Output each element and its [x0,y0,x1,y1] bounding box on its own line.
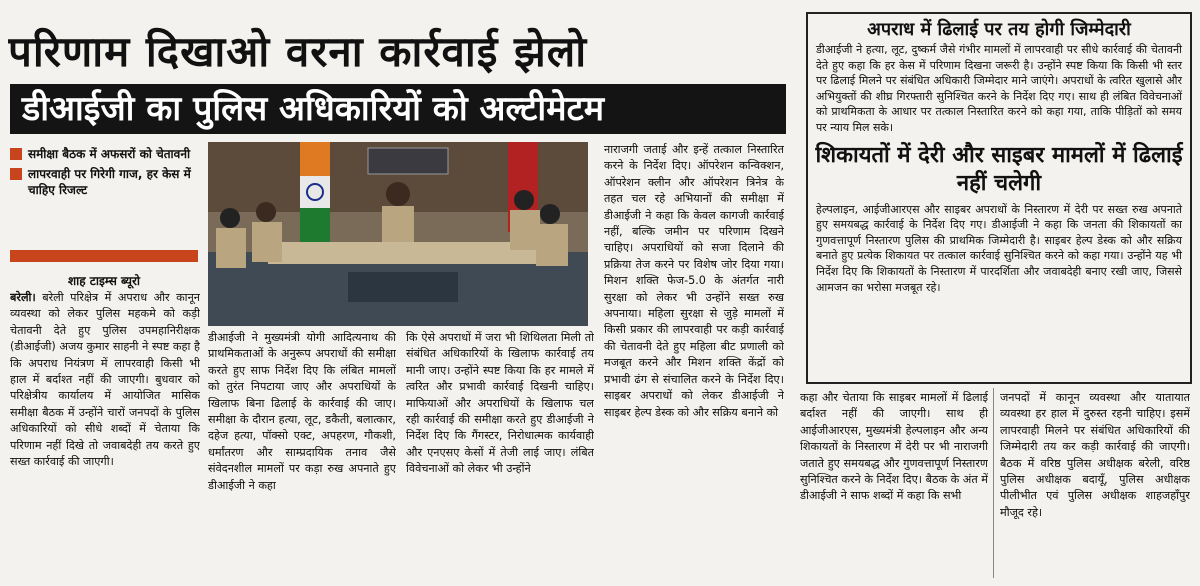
highlights-box [10,142,198,262]
bullet-square-icon [10,168,22,180]
main-headline: परिणाम दिखाओ वरना कार्रवाई झेलो [8,27,588,76]
dateline: बरेली। [10,291,36,304]
bullet-square-icon [10,148,22,160]
byline: शाह टाइम्स ब्यूरो [67,274,141,288]
highlight-item: समीक्षा बैठक में अफसरों को चेतावनी [10,146,198,162]
sidebar-heading-2: शिकायतों में देरी और साइबर मामलों में ढिलाई नहीं चलेगी [815,142,1183,196]
sidebar-box [806,12,1192,384]
column-divider [993,388,994,578]
article-column-1: बरेली। बरेली परिक्षेत्र में अपराध और कानून व्यवस्था को लेकर पुलिस महकमे को कड़ी चेतावनी देते हुए पुलिस उपमहानिरीक्षक (डीआईजी) अजय कुमार साहनी ने स्पष्ट कहा है कि अपराध नियंत्रण में लापरवाही किसी भी हाल में बर्दाश्त नहीं की जाएगी। बुधवार को परिक्षेत्रीय कार्यालय में आयोजित मासिक समीक्षा बैठक में उन्होंने चारों जनपदों के पुलिस अधिकारियों को सीधे शब्दों में चेताया कि परिणाम नहीं दिखे तो जवाबदेही तय करते हुए सख्त कार्रवाई की जाएगी। [10,291,200,469]
article-column-3: कि ऐसे अपराधों में जरा भी शिथिलता मिली तो संबंधित अधिकारियों के खिलाफ कार्रवाई तय मानी जाए। उन्होंने स्पष्ट किया कि हर मामले में त्वरित और प्रभावी कार्रवाई दिखनी चाहिए। माफियाओं और अपराधियों के खिलाफ चल रही कार्रवाई की समीक्षा करते हुए डीआईजी ने निर्देश दिए कि गैंगस्टर, निरोधात्मक कार्यवाही और एनएसए केसों में तेजी लाई जाए। लंबित विवेचनाओं को लेकर भी उन्होंने [406,331,594,476]
article-column-2: डीआईजी ने मुख्यमंत्री योगी आदित्यनाथ की प्राथमिकताओं के अनुरूप अपराधों की समीक्षा करते हुए साफ निर्देश दिए कि लंबित मामलों को तुरंत निपटाया जाए और अपराधियों के खिलाफ बिना ढिलाई के कार्रवाई की जाए। समीक्षा के दौरान हत्या, लूट, डकैती, बलात्कार, दहेज हत्या, पॉक्सो एक्ट, अपहरण, गौकशी, धर्मांतरण और साम्प्रदायिक तनाव जैसे संवेदनशील मामलों पर कड़ा रुख अपनाते हुए डीआईजी ने कहा [208,331,396,492]
meeting-photo [208,142,588,326]
sub-headline: डीआईजी का पुलिस अधिकारियों को अल्टीमेटम [10,84,786,134]
highlight-item: लापरवाही पर गिरेगी गाज, हर केस में चाहिए रिजल्ट [10,166,198,198]
article-column-4: नाराजगी जताई और इन्हें तत्काल निस्तारित करने के निर्देश दिए। ऑपरेशन कन्विक्शन, ऑपरेशन क्लीन और ऑपरेशन त्रिनेत्र के तहत चल रहे अभियानों की समीक्षा में डीआईजी ने कहा कि केवल कागजी कार्रवाई नहीं, बल्कि जमीन पर परिणाम दिखने चाहिए। अपराधियों को सजा दिलाने की प्रक्रिया तेज करने पर विशेष जोर दिया गया। मिशन शक्ति फेज-5.0 के अंतर्गत नारी सुरक्षा को लेकर भी उन्होंने सख्त रुख अपनाया। महिला सुरक्षा से जुड़े मामलों में किसी प्रकार की लापरवाही पर कड़ी कार्रवाई की चेतावनी देते हुए महिला बीट प्रणाली को मजबूत करने और मिशन शक्ति केंद्रों को प्रभावी ढंग से संचालित करने के निर्देश दिए। साइबर अपराधों को लेकर डीआईजी ने साइबर हेल्प डेस्क को और सक्रिय बनाने को [604,143,784,419]
sidebar-text-1: डीआईजी ने हत्या, लूट, दुष्कर्म जैसे गंभीर मामलों में लापरवाही पर सीधे कार्रवाई की चेतावनी देते हुए कहा कि हर केस में परिणाम दिखना जरूरी है। उन्होंने स्पष्ट किया कि किसी भी स्तर पर ढिलाई मिलने पर संबंधित अधिकारी जिम्मेदार माने जाएंगे। अपराधों के त्वरित खुलासे और अभियुक्तों की शीघ्र गिरफ्तारी सुनिश्चित करने के निर्देश दिए गए। साथ ही लंबित विवेचनाओं को प्राथमिकता के आधार पर तत्काल निस्तारित करने को कहा गया, ताकि पीड़ितों को समय पर न्याय मिल सके। [816,43,1182,134]
meeting-photo-illustration [208,142,588,326]
article-column-6: जनपदों में कानून व्यवस्था और यातायात व्यवस्था हर हाल में दुरुस्त रहनी चाहिए। इसमें लापरवाही मिलने पर संबंधित अधिकारियों की जिम्मेदारी तय कर कड़ी कार्रवाई की जाएगी। बैठक में वरिष्ठ पुलिस अधीक्षक बरेली, वरिष्ठ पुलिस अधीक्षक बदायूँ, पुलिस अधीक्षक पीलीभीत एवं पुलिस अधीक्षक शाहजहाँपुर मौजूद रहे। [1000,391,1190,519]
sidebar-heading-1: अपराध में ढिलाई पर तय होगी जिम्मेदारी [867,19,1131,40]
article-column-5: कहा और चेताया कि साइबर मामलों में ढिलाई बर्दाश्त नहीं की जाएगी। साथ ही आईजीआरएस, मुख्यमंत्री हेल्पलाइन और अन्य शिकायतों के निस्तारण में देरी पर भी नाराजगी जताते हुए समयबद्ध और गुणवत्तापूर्ण निस्तारण सुनिश्चित करने के निर्देश दिए। बैठक के अंत में डीआईजी ने साफ शब्दों में कहा कि सभी [800,391,988,503]
sidebar-text-2: हेल्पलाइन, आईजीआरएस और साइबर अपराधों के निस्तारण में देरी पर सख्त रुख अपनाते हुए समयबद्ध कार्रवाई के निर्देश दिए गए। डीआईजी ने कहा कि जनता की शिकायतों का गुणवत्तापूर्ण निस्तारण पुलिस की प्राथमिक जिम्मेदारी है। साइबर हेल्प डेस्क को और सक्रिय बनाते हुए प्रत्येक शिकायत पर तत्काल कार्रवाई सुनिश्चित करने को कहा गया। उन्होंने यह भी निर्देश दिए कि शिकायतों के निस्तारण में पारदर्शिता और जवाबदेही बनाए रखी जाए, जिससे आमजन का भरोसा मजबूत रहे। [816,202,1182,294]
